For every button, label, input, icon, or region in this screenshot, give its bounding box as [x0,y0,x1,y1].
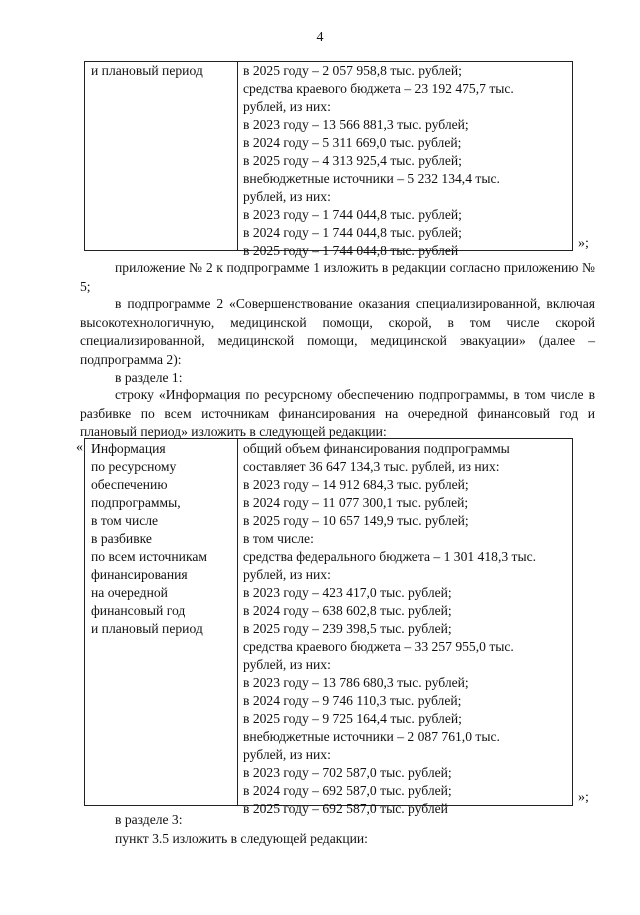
paragraph-item-3-5 [80,830,595,849]
table-line: в 2024 году – 638 602,8 тыс. рублей; [243,603,452,618]
table-line: финансовый год [91,603,186,618]
table-line: в 2024 году – 11 077 300,1 тыс. рублей; [243,495,469,510]
paragraph-section-3 [80,811,595,830]
paragraph-text: пункт 3.5 изложить в следующей редакции: [115,831,368,846]
table-line: в 2025 году – 2 057 958,8 тыс. рублей; [243,63,462,78]
table-line: и плановый период [91,621,203,636]
table-line: в 2025 году – 239 398,5 тыс. рублей; [243,621,452,636]
page-number: 4 [316,30,324,45]
table-line: составляет 36 647 134,3 тыс. рублей, из них: [243,459,500,474]
paragraph-appendix [80,259,595,296]
table-line: рублей, из них: [243,189,331,204]
table-line: в 2024 году – 692 587,0 тыс. рублей; [243,783,452,798]
table-line: рублей, из них: [243,747,331,762]
table2-left-column [91,440,207,638]
table-line: в 2024 году – 5 311 669,0 тыс. рублей; [243,135,462,150]
table-line: в разбивке [91,531,152,546]
table-line: рублей, из них: [243,567,331,582]
table-line: в 2025 году – 4 313 925,4 тыс. рублей; [243,153,462,168]
table1-left-label: и плановый период [91,63,203,78]
table2-right-column [243,440,536,818]
table-line: в 2023 году – 13 786 680,3 тыс. рублей; [243,675,469,690]
table-line: финансирования [91,567,188,582]
table-line: в 2023 году – 13 566 881,3 тыс. рублей; [243,117,469,132]
table-line: средства федерального бюджета – 1 301 418,3 тыс. [243,549,537,564]
table-line: по всем источникам [91,549,207,564]
paragraph-text: в разделе 1: [115,370,183,385]
table-line: в 2024 году – 1 744 044,8 тыс. рублей; [243,225,462,240]
table-line: в 2025 году – 10 657 149,9 тыс. рублей; [243,513,469,528]
table-line: в 2025 году – 1 744 044,8 тыс. рублей [243,243,459,258]
table-line: средства краевого бюджета – 23 192 475,7 тыс. [243,81,514,96]
paragraph-text: строку «Информация по ресурсному обеспечению подпрограммы, в том числе в разбивке по всем источникам финансирования на очередной финансовый год и плановый период» изложить в следующей редакции: [80,387,595,439]
table-line: рублей, из них: [243,99,331,114]
table-line: в 2023 году – 702 587,0 тыс. рублей; [243,765,452,780]
paragraph-text: в подпрограмме 2 «Совершенствование оказания специализированной, включая высокотехнологичную, медицинской помощи, скорой, в том числе скорой специализированной, медицинской помощи, медицинской эвакуации» (далее – подпрограмма 2): [80,296,595,367]
table-line: в том числе [91,513,159,528]
table-line: на очередной [91,585,168,600]
table-line: в том числе: [243,531,314,546]
paragraph-text: приложение № 2 к подпрограмме 1 изложить в редакции согласно приложению № 5; [80,260,595,294]
table-line: общий объем финансирования подпрограммы [243,441,510,456]
table-column-divider [237,439,238,805]
paragraph-row-instruction [80,386,595,442]
table-line: по ресурсному [91,459,177,474]
table2-opening-quote: « [76,440,83,455]
paragraph-section-1 [80,369,595,388]
table1-right-column [243,62,514,260]
table-line: обеспечению [91,477,168,492]
table-line: в 2025 году – 9 725 164,4 тыс. рублей; [243,711,462,726]
paragraph-subprogram-2 [80,295,595,369]
table1-closing-quote: »; [578,236,589,251]
table-line: в 2025 году – 692 587,0 тыс. рублей [243,801,448,816]
table-column-divider [237,62,238,250]
table-line: средства краевого бюджета – 33 257 955,0 тыс. [243,639,514,654]
table-line: внебюджетные источники – 2 087 761,0 тыс. [243,729,500,744]
table2-closing-quote: »; [578,790,589,805]
table-line: подпрограммы, [91,495,181,510]
table-line: в 2023 году – 1 744 044,8 тыс. рублей; [243,207,462,222]
paragraph-text: в разделе 3: [115,812,183,827]
table-line: в 2023 году – 423 417,0 тыс. рублей; [243,585,452,600]
table-line: Информация [91,441,166,456]
table-line: в 2024 году – 9 746 110,3 тыс. рублей; [243,693,462,708]
table-line: в 2023 году – 14 912 684,3 тыс. рублей; [243,477,469,492]
table-line: внебюджетные источники – 5 232 134,4 тыс. [243,171,500,186]
table-line: рублей, из них: [243,657,331,672]
